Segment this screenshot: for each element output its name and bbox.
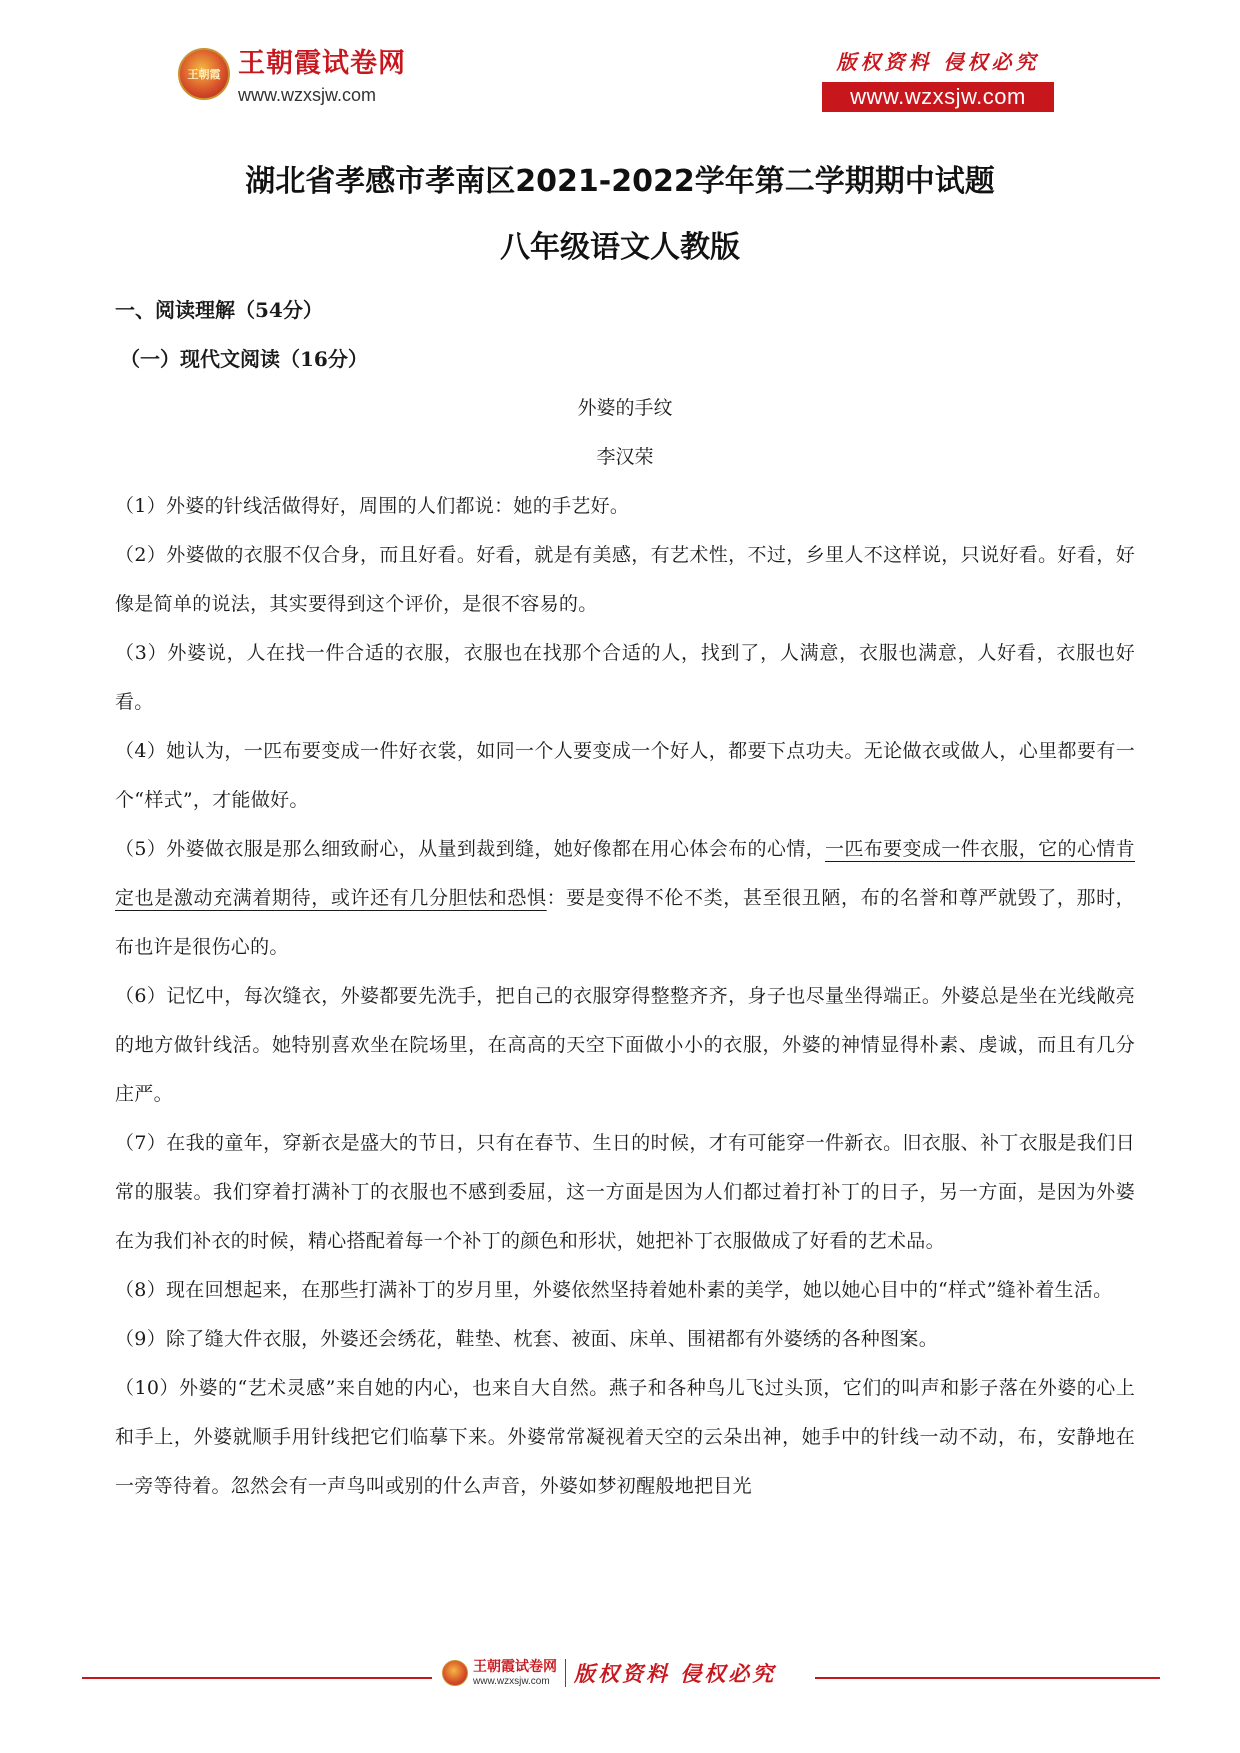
paragraph-5-start: （5）外婆做衣服是那么细致耐心，从量到裁到缝，她好像都在用心体会布的心情， (115, 838, 826, 860)
copyright-text: 版权资料 侵权必究 (836, 50, 1040, 74)
paragraph-5-end: ：要是变得不伦不类，甚至很丑陋，布的名誉和尊严就毁了，那时，布也许是很伤心的。 (115, 887, 1135, 958)
paragraph-3: （3）外婆说，人在找一件合适的衣服，衣服也在找那个合适的人，找到了，人满意，衣服也满意，人好看，衣服也好看。 (115, 642, 1135, 713)
paragraph-4: （4）她认为，一匹布要变成一件好衣裳，如同一个人要变成一个好人，都要下点功夫。无论做衣或做人，心里都要有一个“样式”，才能做好。 (115, 740, 1135, 811)
brand-logo (178, 48, 406, 106)
brand-url: www.wzxsjw.com (238, 85, 377, 105)
footer-separator (565, 1659, 566, 1687)
page-header (0, 0, 1240, 130)
section-heading-reading: 一、阅读理解（54分） (115, 298, 323, 322)
paragraph-2: （2）外婆做的衣服不仅合身，而且好看。好看，就是有美感，有艺术性，不过，乡里人不这样说，只说好看。好看，好像是简单的说法，其实要得到这个评价，是很不容易的。 (115, 544, 1135, 615)
brand-name: 王朝霞试卷网 (238, 48, 406, 79)
footer-divider-left (82, 1677, 432, 1679)
copyright-url: www.wzxsjw.com (822, 82, 1054, 112)
seal-text: 王朝霞 (187, 68, 221, 81)
footer-copyright-text: 版权资料 侵权必究 (574, 1661, 777, 1686)
paragraph-10: （10）外婆的“艺术灵感”来自她的内心，也来自大自然。燕子和各种鸟儿飞过头顶，它们的叫声和影子落在外婆的心上和手上，外婆就顺手用针线把它们临摹下来。外婆常常凝视着天空的云朵出神，她手中的针线一动不动，布，安静地在一旁等待着。忽然会有一声鸟叫或别的什么声音，外婆如梦初醒般地把目光 (115, 1377, 1135, 1497)
article-author: 李汉荣 (596, 446, 654, 468)
footer-brand (442, 1658, 776, 1688)
article-title: 外婆的手纹 (577, 397, 673, 419)
footer-brand-url: www.wzxsjw.com (473, 1675, 550, 1687)
paragraph-1: （1）外婆的针线活做得好，周围的人们都说：她的手艺好。 (115, 495, 630, 517)
footer-divider-right (815, 1677, 1160, 1679)
subsection-heading-modern-text: （一）现代文阅读（16分） (120, 347, 368, 371)
copyright-block (822, 48, 1054, 112)
paragraph-5 (115, 825, 1135, 972)
brand-seal-icon (178, 48, 230, 100)
exam-content (115, 286, 1135, 1511)
paragraph-9: （9）除了缝大件衣服，外婆还会绣花，鞋垫、枕套、被面、床单、围裙都有外婆绣的各种图案。 (115, 1328, 938, 1350)
paragraph-7: （7）在我的童年，穿新衣是盛大的节日，只有在春节、生日的时候，才有可能穿一件新衣。旧衣服、补丁衣服是我们日常的服装。我们穿着打满补丁的衣服也不感到委屈，这一方面是因为人们都过着打补丁的日子，另一方面，是因为外婆在为我们补衣的时候，精心搭配着每一个补丁的颜色和形状，她把补丁衣服做成了好看的艺术品。 (115, 1132, 1135, 1252)
footer-brand-name: 王朝霞试卷网 (473, 1658, 557, 1675)
exam-subtitle: 八年级语文人教版 (500, 230, 740, 265)
footer-brand-text (473, 1659, 557, 1688)
underlined-sentence: 一匹布要变成一件衣服，它的心情肯定也是激动充满着期待，或许还有几分胆怯和恐惧 (115, 838, 1135, 909)
footer-seal-icon (442, 1660, 468, 1686)
paragraph-6: （6）记忆中，每次缝衣，外婆都要先洗手，把自己的衣服穿得整整齐齐，身子也尽量坐得端正。外婆总是坐在光线敞亮的地方做针线活。她特别喜欢坐在院场里，在高高的天空下面做小小的衣服，外婆的神情显得朴素、虔诚，而且有几分庄严。 (115, 985, 1135, 1105)
brand-text (238, 48, 406, 106)
exam-title: 湖北省孝感市孝南区2021-2022学年第二学期期中试题 (245, 164, 995, 199)
page-footer (0, 1658, 1240, 1698)
paragraph-8: （8）现在回想起来，在那些打满补丁的岁月里，外婆依然坚持着她朴素的美学，她以她心目中的“样式”缝补着生活。 (115, 1279, 1113, 1301)
